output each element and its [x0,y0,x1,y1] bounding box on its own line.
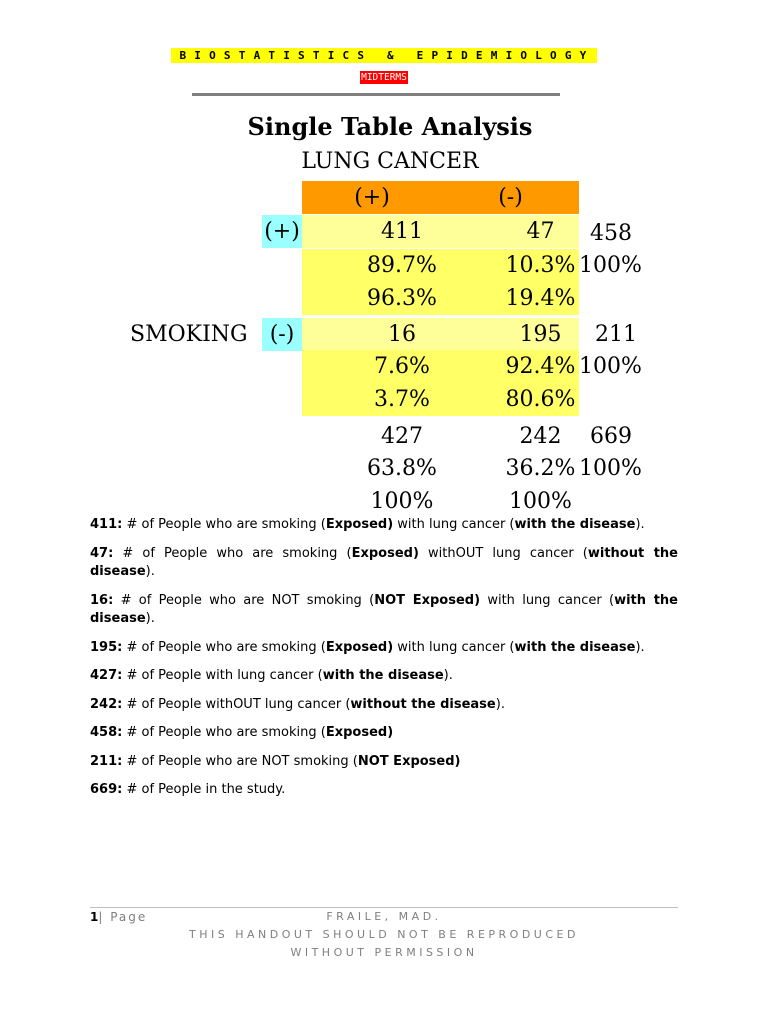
document-header [0,44,768,63]
figure-title: Single Table Analysis [247,112,533,141]
note-paragraph [90,516,678,535]
note-emphasis: NOT Exposed) [357,753,461,769]
note-emphasis: 427: [90,668,123,683]
cell-pct-col: 80.6% [502,383,579,416]
note-emphasis: NOT Exposed) [374,592,481,608]
row-total: 100% [579,253,642,278]
note-text: # of People who are NOT smoking ( [122,753,358,769]
note-emphasis: without the disease [90,545,678,579]
note-paragraph [90,696,678,715]
row-label-negative: (-) [262,318,302,351]
note-text: with lung cancer ( [393,639,515,655]
note-paragraph [90,545,678,582]
row-total: 211 [595,322,637,347]
note-text: ). [635,639,645,655]
footer-notice-line1: THIS HANDOUT SHOULD NOT BE REPRODUCED [189,928,579,941]
note-text: # of People who are smoking ( [122,517,326,532]
note-paragraph [90,753,678,772]
note-emphasis: with the disease [90,592,678,626]
note-text: # of People who are smoking ( [122,639,326,655]
note-emphasis: Exposed) [325,517,394,532]
note-emphasis: 195: [90,639,123,655]
column-variable-label: LUNG CANCER [301,149,479,174]
note-text: ). [145,564,155,579]
note-text: # of People with lung cancer ( [122,668,323,683]
note-emphasis: Exposed) [351,545,419,561]
header-divider [192,93,560,96]
footer-divider [90,907,678,908]
row-label-positive: (+) [262,215,302,248]
note-text: # of People who are smoking ( [122,725,326,740]
row-total: 458 [590,221,632,246]
note-text: with lung cancer ( [480,592,615,608]
column-total: 242 [519,424,562,449]
note-emphasis: without the disease [350,696,496,712]
cell-pct-row: 10.3% [502,249,579,282]
cell-b: 47 [502,215,579,248]
footer-author: FRAILE, MAD. [326,910,442,923]
note-emphasis: 47: [90,545,114,561]
grand-total: 669 [590,424,632,449]
row-total: 100% [579,456,642,481]
note-text: ). [495,696,505,712]
note-emphasis: Exposed) [325,725,394,740]
cell-a: 411 [302,215,502,248]
footer-notice-line2: WITHOUT PERMISSION [290,946,478,959]
note-emphasis: with the disease [322,668,444,683]
note-text: # of People who are NOT smoking ( [113,592,375,608]
row-total: 100% [579,354,642,379]
note-text: # of People who are smoking ( [113,545,352,561]
row-variable-label: SMOKING [130,322,248,347]
note-paragraph [90,667,678,686]
cell-pct-col: 3.7% [302,383,502,416]
term-label: MIDTERMS [361,72,407,83]
note-emphasis: Exposed) [325,639,394,655]
cell-d: 195 [502,318,579,351]
note-emphasis: 458: [90,725,123,740]
note-text: ). [635,517,645,532]
note-text: with lung cancer ( [393,517,515,532]
col-header-positive: (+) [302,181,442,214]
note-emphasis: 242: [90,696,123,712]
note-emphasis: 211: [90,753,123,769]
definition-notes [90,516,678,810]
note-paragraph [90,639,678,658]
column-total: 427 [381,424,423,449]
note-emphasis: 669: [90,782,123,797]
col-header-negative: (-) [442,181,579,214]
column-pct: 100% [509,489,572,514]
cell-pct-row: 92.4% [502,350,579,383]
note-emphasis: with the disease [514,639,636,655]
course-title: BIOSTATISTICS & EPIDEMIOLOGY [171,48,596,63]
note-emphasis: 16: [90,592,114,608]
term-label-wrap [0,65,768,84]
column-pct: 100% [370,489,434,514]
note-text: ). [145,611,155,626]
page-number: 1 [90,910,99,924]
cell-c: 16 [302,318,502,351]
cell-pct-col: 96.3% [302,282,502,315]
cell-pct-row: 7.6% [302,350,502,383]
note-text: ). [443,668,453,683]
page-label: | Page [98,910,148,924]
note-text: # of People withOUT lung cancer ( [122,696,351,712]
note-emphasis: 411: [90,517,123,532]
cell-pct-col: 19.4% [502,282,579,315]
note-text: # of People in the study. [122,782,286,797]
note-text: withOUT lung cancer ( [418,545,588,561]
cell-pct-row: 89.7% [302,249,502,282]
note-emphasis: with the disease [514,517,636,532]
note-paragraph [90,592,678,629]
note-paragraph [90,724,678,743]
column-pct: 36.2% [505,456,576,481]
column-pct: 63.8% [367,456,437,481]
note-paragraph [90,781,678,800]
